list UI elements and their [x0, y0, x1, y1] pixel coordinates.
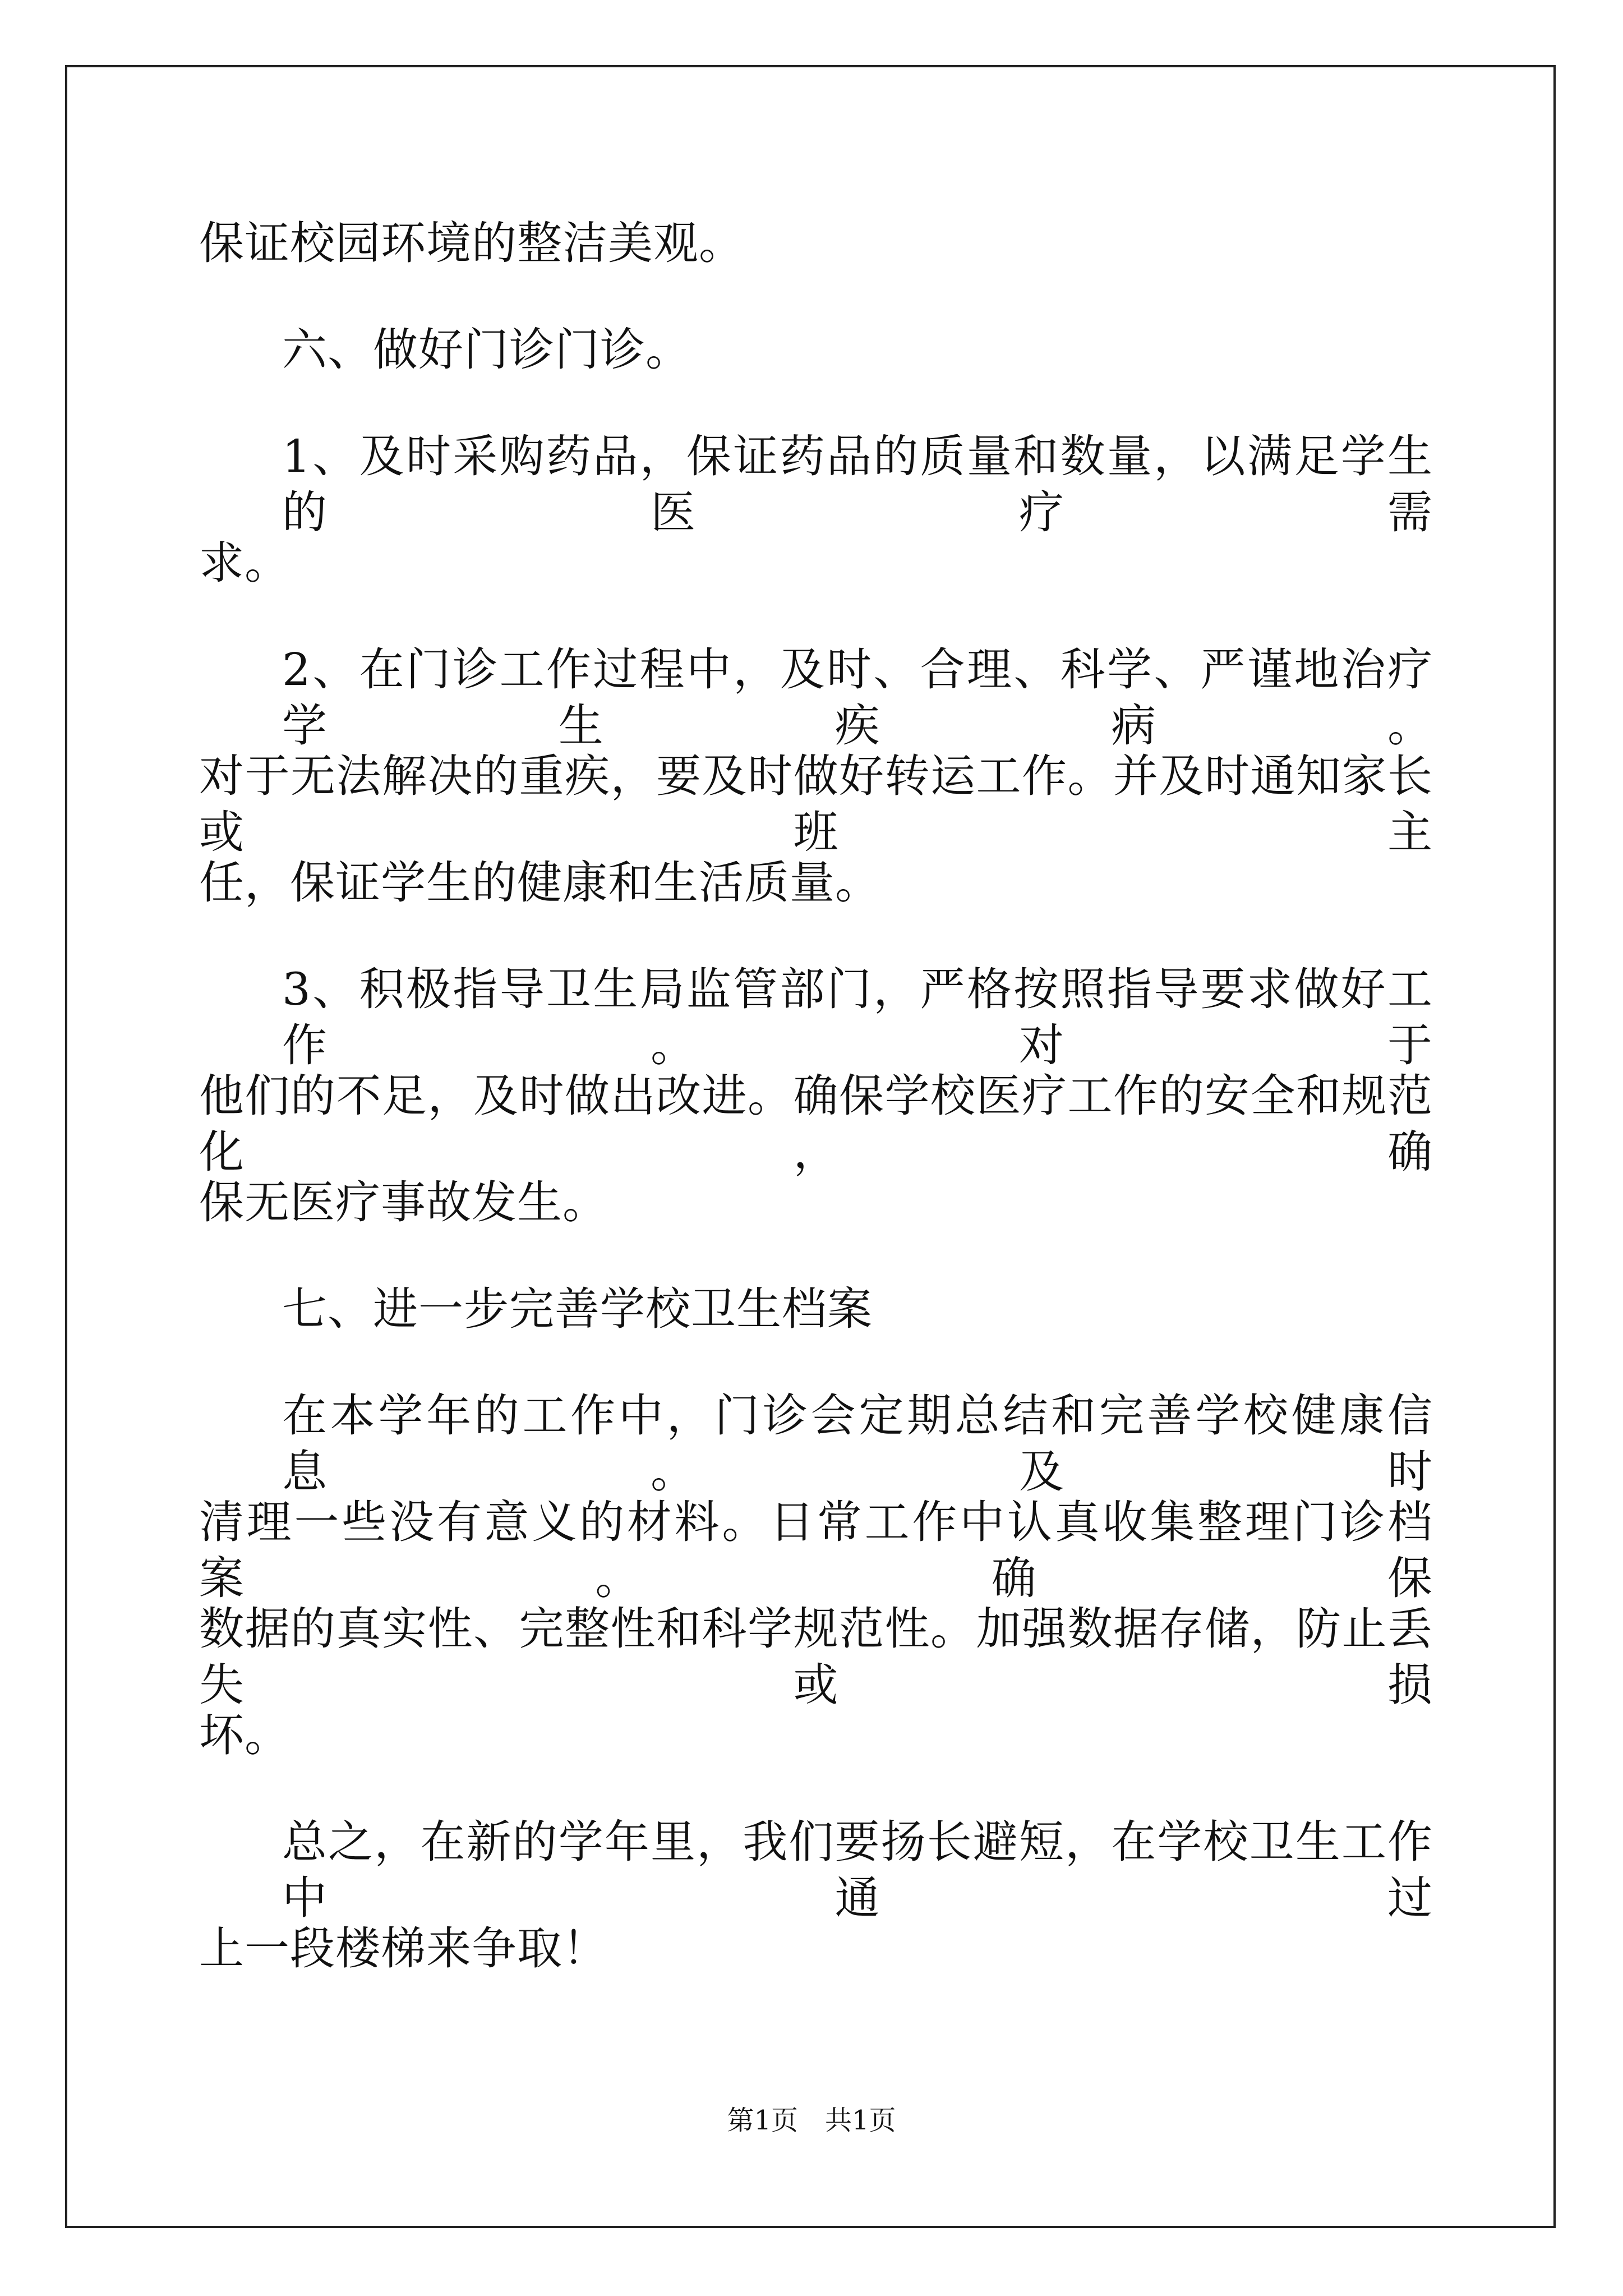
text-line-6: 对于无法解决的重疾，要及时做好转运工作。并及时通知家长或班主 — [199, 750, 1433, 858]
text-line-17: 上一段楼梯来争取！ — [199, 1922, 608, 1975]
section-heading-7: 七、进一步完善学校卫生档案 — [282, 1283, 873, 1335]
text-line-10: 保无医疗事故发生。 — [199, 1176, 608, 1228]
text-line-9: 他们的不足，及时做出改进。确保学校医疗工作的安全和规范化，确 — [199, 1070, 1433, 1178]
text-line-13: 清理一些没有意义的材料。日常工作中认真收集整理门诊档案。确保 — [199, 1496, 1433, 1604]
text-line-4: 求。 — [199, 537, 290, 589]
page-footer: 第1页 共1页 — [727, 2105, 896, 2136]
text-line-3: 1、及时采购药品，保证药品的质量和数量，以满足学生的医疗需 — [282, 430, 1433, 539]
text-line-1: 保证校园环境的整洁美观。 — [199, 217, 744, 269]
text-line-12: 在本学年的工作中，门诊会定期总结和完善学校健康信息。及时 — [282, 1389, 1433, 1498]
text-line-15: 坏。 — [199, 1709, 290, 1761]
section-heading-6: 六、做好门诊门诊。 — [282, 324, 691, 376]
text-line-16: 总之，在新的学年里，我们要扬长避短，在学校卫生工作中通过 — [282, 1816, 1433, 1924]
text-line-5: 2、在门诊工作过程中，及时、合理、科学、严谨地治疗学生疾病。 — [282, 643, 1433, 752]
text-line-7: 任，保证学生的健康和生活质量。 — [199, 857, 880, 909]
text-line-8: 3、积极指导卫生局监管部门，严格按照指导要求做好工作。对于 — [282, 963, 1433, 1071]
text-line-14: 数据的真实性、完整性和科学规范性。加强数据存储，防止丢失或损 — [199, 1603, 1433, 1711]
